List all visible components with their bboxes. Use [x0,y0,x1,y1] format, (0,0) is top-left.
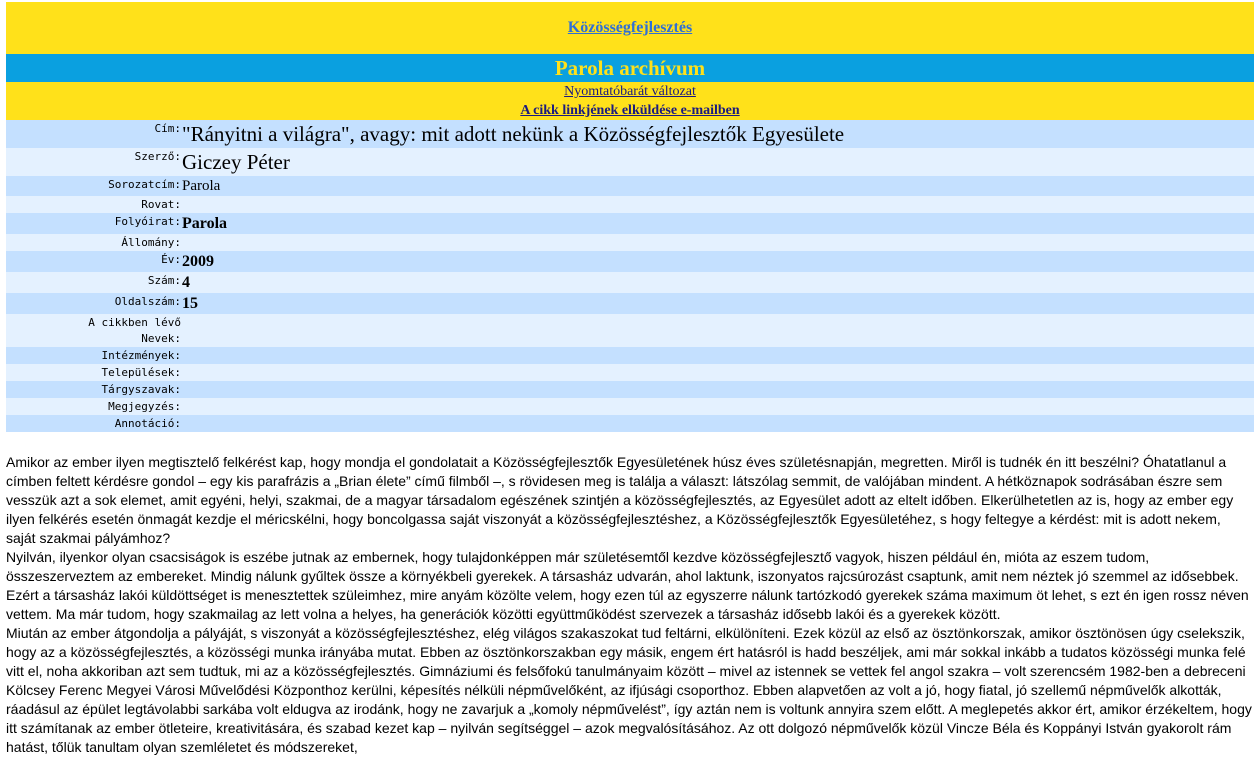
settlements-label: Települések: [101,366,181,379]
metadata-table [6,120,1254,432]
series-label: Sorozatcím: [108,178,181,191]
institutions-label: Intézmények: [101,349,181,362]
site-header [6,2,1254,54]
archive-title-bar [6,54,1254,82]
annotation-label: Annotáció: [114,417,181,430]
meta-row-holding [6,234,1254,251]
meta-row-journal [6,213,1254,234]
note-label: Megjegyzés: [108,400,181,413]
title-label: Cím: [154,122,181,135]
names-label-line-2: Nevek: [141,332,181,345]
meta-row-page [6,293,1254,314]
series-value: Parola [182,178,221,194]
page-value: 15 [182,295,198,312]
keywords-label: Tárgyszavak: [101,383,181,396]
title-value: "Rányitni a világra", avagy: mit adott nekünk a Közösségfejlesztők Egyesülete [182,122,845,146]
meta-row-section [6,196,1254,213]
meta-row-author [6,148,1254,176]
journal-value: Parola [182,215,228,232]
meta-row-title [6,120,1254,148]
meta-row-series [6,176,1254,196]
site-home-link[interactable]: Közösségfejlesztés [567,19,693,36]
issue-value: 4 [182,274,190,291]
holding-value [181,234,1254,251]
meta-row-year [6,251,1254,272]
names-value [181,314,1254,347]
article-paragraph: Amikor az ember ilyen megtisztelő felkérést kap, hogy mondja el gondolatait a Közösségfejlesztők Egyesületének húsz éves születésnapján, megretten. Miről is tudnék én itt beszélni? Óhatatlanul a címben feltett kérdésre gondol – egy kis parafrázis a „Brian élete” című filmből –, s rövidesen meg is találja a választ: látszólag semmit, de valójában mindent. A hétköznapok sodrásában észre sem vesszük azt a sok elemet, amit egyéni, helyi, szakmai, de a magyar társadalom egészének szintjén a közösségfejlesztés, az Egyesület adott az eltelt időben. Elkerülhetetlen az is, hogy az ember egy ilyen felkérés esetén önmagát kezdje el méricskélni, hogy boncolgassa saját viszonyát a közösségfejlesztéshez, a Közösségfejlesztők Egyesületéhez, s hogy feltegye a kérdést: mit is adott nekem, saját szakmai pályámhoz? [6,454,1234,546]
meta-row-institutions [6,347,1254,364]
author-label: Szerző: [134,150,181,163]
institutions-value [181,347,1254,364]
article-body [6,453,1254,757]
page [6,2,1254,757]
meta-row-issue [6,272,1254,293]
meta-row-annotation [6,415,1254,432]
names-label [6,314,181,347]
settlements-value [181,364,1254,381]
holding-label: Állomány: [121,236,181,249]
email-link[interactable]: A cikk linkjének elküldése e-mailben [520,103,740,118]
section-label: Rovat: [141,198,181,211]
printer-friendly-link[interactable]: Nyomtatóbarát változat [564,84,696,99]
author-value: Giczey Péter [182,150,290,174]
meta-row-note [6,398,1254,415]
year-value: 2009 [182,253,214,270]
note-value [181,398,1254,415]
journal-label: Folyóirat: [114,215,181,228]
archive-title: Parola archívum [554,55,706,80]
issue-label: Szám: [147,274,181,287]
article-actions [6,82,1254,120]
meta-row-names [6,314,1254,347]
meta-row-settlements [6,364,1254,381]
names-label-line-1: A cikkben lévő [88,316,181,329]
year-label: Év: [161,253,181,266]
meta-row-keywords [6,381,1254,398]
article-paragraph: Nyilván, ilyenkor olyan csacsiságok is eszébe jutnak az embernek, hogy tulajdonképpen már születésemtől kezdve közösségfejlesztő vagyok, hiszen például én, mióta az eszem tudom, összeszerveztem az embereket. Mindig nálunk gyűltek össze a környékbeli gyerekek. A társasház udvarán, ahol laktunk, iszonyatos rajcsúrozást csaptunk, amit nem néztek jó szemmel az idősebbek. Ezért a társasház lakói küldöttséget is menesztettek szüleimhez, mire anyám közölte velem, hogy ezen túl az egyszerre nálunk tartózkodó gyerekek száma maximum öt lehet, s ezt én igen rossz néven vettem. Ma már tudom, hogy szakmailag az lett volna a helyes, ha generációk közötti együttműködést szervezek a társasház idősebb lakói és a gyerekek között. [6,549,1249,622]
section-value [181,196,1254,213]
article-paragraph: Miután az ember átgondolja a pályáját, s viszonyát a közösségfejlesztéshez, elég világos szakaszokat tud feltárni, elkülöníteni. Ezek közül az első az ösztönkorszak, amikor ösztönösen úgy cselekszik, hogy az a közösségfejlesztés, a közösségi munka irányába mutat. Ebben az ösztönkorszakban egy másik, engem ért hatásról is hadd beszéljek, ami már sokkal inkább a tudatos közösségi munka felé vitt el, noha akkoriban azt sem tudtuk, mi az a közösségfejlesztés. Gimnáziumi és felsőfokú tanulmányaim között – mivel az istennek se vettek fel angol szakra – volt szerencsém 1982-ben a debreceni Kölcsey Ferenc Megyei Városi Művelődési Központhoz kerülni, képesítés nélküli népművelőként, az ifjúsági csoporthoz. Ebben alapvetően az volt a jó, hogy fiatal, jó szellemű népművelők alkották, ráadásul az épület legtávolabbi sarkába volt eldugva az irodánk, hogy ne zavarjuk a „komoly népművelést”, így aztán nem is voltunk annyira szem előtt. A meglepetés akkor ért, amikor érzékeltem, hogy itt számítanak az ember ötleteire, kreativitására, és szabad kezet kap – nyilván segítséggel – azok megvalósításához. Az ott dolgozó népművelők közül Vincze Béla és Koppányi István gyakorolt rám hatást, tőlük tanultam olyan szemléletet és módszereket, [6,625,1252,755]
annotation-value [181,415,1254,432]
page-label: Oldalszám: [114,295,181,308]
keywords-value [181,381,1254,398]
